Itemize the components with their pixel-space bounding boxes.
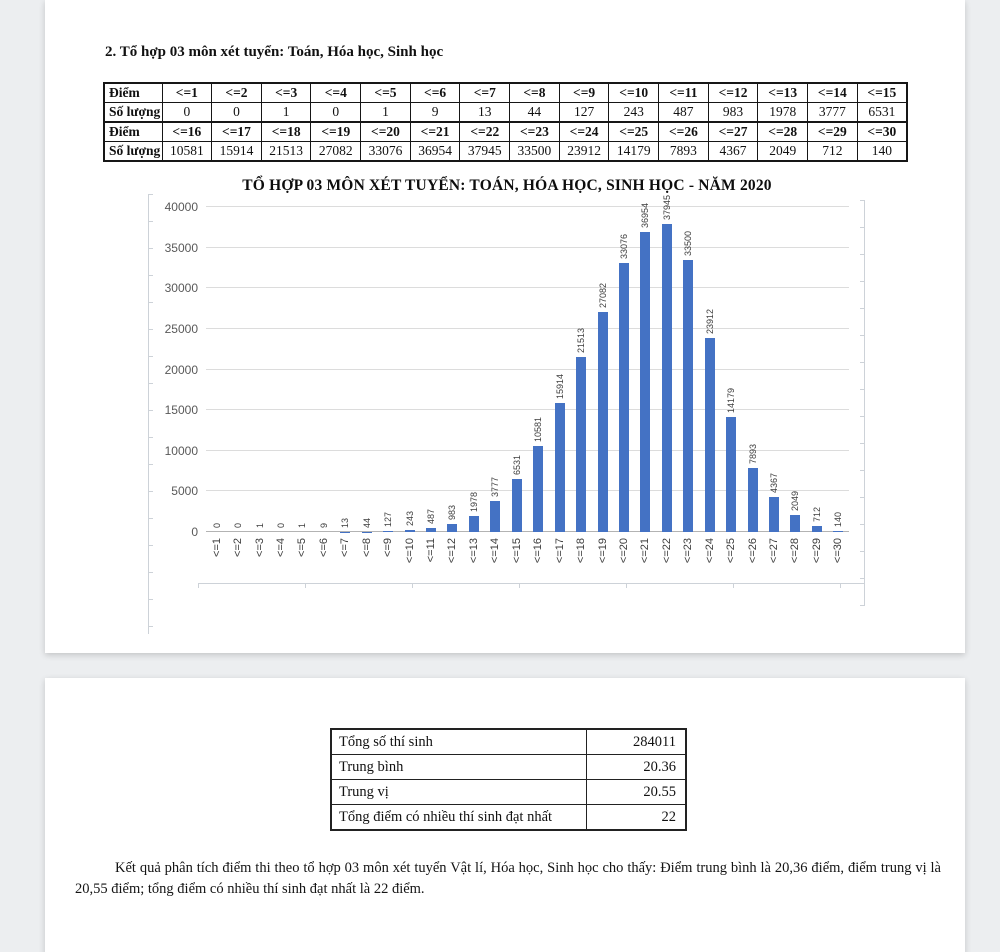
bar bbox=[576, 357, 586, 532]
score-distribution-chart bbox=[148, 170, 866, 644]
score-header-cell: <=19 bbox=[311, 122, 361, 142]
score-header-cell: <=17 bbox=[212, 122, 262, 142]
page-1 bbox=[45, 0, 965, 653]
bar-value-label: 487 bbox=[426, 509, 437, 525]
x-tick-label: <=12 bbox=[446, 538, 459, 564]
x-tick-label: <=15 bbox=[510, 538, 523, 564]
x-tick-label: <=29 bbox=[810, 538, 823, 564]
chart-plot-area bbox=[164, 194, 849, 564]
bar-value-label: 37945 bbox=[661, 194, 672, 220]
x-tick-label: <=9 bbox=[382, 538, 395, 557]
bar-value-label: 27082 bbox=[597, 282, 608, 308]
bar bbox=[833, 531, 843, 532]
x-tick-label: <=28 bbox=[789, 538, 802, 564]
score-header-cell: <=15 bbox=[857, 83, 907, 103]
x-tick-label: <=14 bbox=[489, 538, 502, 564]
bar bbox=[598, 312, 608, 532]
score-header-cell: <=10 bbox=[609, 83, 659, 103]
score-value-cell: 0 bbox=[311, 103, 361, 123]
bar bbox=[812, 526, 822, 532]
score-value-cell: 36954 bbox=[410, 142, 460, 162]
score-value-cell: 37945 bbox=[460, 142, 510, 162]
bar-value-label: 712 bbox=[811, 507, 822, 523]
bar-value-label: 36954 bbox=[640, 202, 651, 228]
score-value-cell: 6531 bbox=[857, 103, 907, 123]
score-value-cell: 23912 bbox=[559, 142, 609, 162]
score-value-cell: 13 bbox=[460, 103, 510, 123]
bar-value-label: 1 bbox=[297, 522, 308, 528]
score-value-cell: 1978 bbox=[758, 103, 808, 123]
x-tick-label: <=26 bbox=[746, 538, 759, 564]
score-value-cell: 44 bbox=[510, 103, 560, 123]
bar-value-label: 23912 bbox=[704, 308, 715, 334]
bar bbox=[662, 224, 672, 532]
x-tick-label: <=23 bbox=[682, 538, 695, 564]
page-2 bbox=[45, 678, 965, 952]
score-header-cell: <=24 bbox=[559, 122, 609, 142]
bar-value-label: 9 bbox=[318, 522, 329, 528]
bar-value-label: 33500 bbox=[683, 230, 694, 256]
summary-row bbox=[331, 729, 686, 755]
score-value-cell: 140 bbox=[857, 142, 907, 162]
x-tick-label: <=19 bbox=[596, 538, 609, 564]
bar-value-label: 1978 bbox=[468, 491, 479, 512]
gridline bbox=[206, 328, 849, 329]
summary-label: Tổng điểm có nhiều thí sinh đạt nhất bbox=[331, 805, 587, 831]
score-header-cell: <=8 bbox=[510, 83, 560, 103]
y-tick-label: 20000 bbox=[164, 362, 198, 377]
score-value-cell: 0 bbox=[212, 103, 262, 123]
score-header-cell: <=27 bbox=[708, 122, 758, 142]
score-header-cell: <=30 bbox=[857, 122, 907, 142]
bar bbox=[383, 531, 393, 532]
x-tick-label: <=20 bbox=[617, 538, 630, 564]
score-value-cell: 1 bbox=[261, 103, 311, 123]
score-header-cell: <=21 bbox=[410, 122, 460, 142]
bar bbox=[426, 528, 436, 532]
bar bbox=[512, 479, 522, 532]
score-value-cell: 27082 bbox=[311, 142, 361, 162]
summary-row bbox=[331, 780, 686, 805]
summary-label: Trung bình bbox=[331, 755, 587, 780]
bar-value-label: 21513 bbox=[576, 328, 587, 354]
score-header-cell: <=28 bbox=[758, 122, 808, 142]
bar-value-label: 2049 bbox=[790, 491, 801, 512]
bar-value-label: 3777 bbox=[490, 477, 501, 498]
summary-statistics-table bbox=[330, 728, 687, 831]
score-header-cell: <=1 bbox=[162, 83, 212, 103]
chart-right-edge-ticks bbox=[860, 200, 865, 606]
score-value-cell: 0 bbox=[162, 103, 212, 123]
score-header-cell: <=7 bbox=[460, 83, 510, 103]
score-value-cell: 15914 bbox=[212, 142, 262, 162]
score-value-cell: 9 bbox=[410, 103, 460, 123]
summary-row bbox=[331, 755, 686, 780]
bar-value-label: 44 bbox=[361, 517, 372, 528]
bar bbox=[705, 338, 715, 532]
x-tick-label: <=22 bbox=[660, 538, 673, 564]
bar-value-label: 0 bbox=[211, 522, 222, 528]
x-tick-label: <=21 bbox=[639, 538, 652, 564]
score-value-cell: 7893 bbox=[659, 142, 709, 162]
score-value-cell: 33076 bbox=[361, 142, 411, 162]
bar bbox=[790, 515, 800, 532]
y-tick-label: 30000 bbox=[164, 281, 198, 296]
analysis-paragraph: Kết quả phân tích điểm thi theo tổ hợp 03 môn xét tuyển Vật lí, Hóa học, Sinh học cho thấy: Điểm trung bình là 20,36 điểm, điểm trung vị là 20,55 điểm; tổng điểm có nhiều thí sinh đạt nhất là 22 điểm. bbox=[75, 860, 941, 897]
score-header-cell: <=2 bbox=[212, 83, 262, 103]
score-header-cell: <=9 bbox=[559, 83, 609, 103]
x-tick-label: <=1 bbox=[210, 538, 223, 557]
bar-value-label: 7893 bbox=[747, 443, 758, 464]
score-header-cell: <=14 bbox=[808, 83, 858, 103]
score-header-cell: <=12 bbox=[708, 83, 758, 103]
bar bbox=[490, 501, 500, 532]
x-tick-label: <=24 bbox=[703, 538, 716, 564]
bar-value-label: 983 bbox=[447, 504, 458, 521]
score-value-cell: 14179 bbox=[609, 142, 659, 162]
x-tick-label: <=4 bbox=[275, 538, 288, 557]
chart-bottom-edge-ticks bbox=[198, 583, 864, 588]
y-tick-label: 15000 bbox=[164, 403, 198, 418]
bar-value-label: 140 bbox=[833, 511, 844, 527]
score-value-cell: 3777 bbox=[808, 103, 858, 123]
x-tick-label: <=17 bbox=[553, 538, 566, 564]
bar bbox=[769, 497, 779, 532]
x-tick-label: <=2 bbox=[232, 538, 245, 557]
x-tick-label: <=27 bbox=[767, 538, 780, 564]
gridline bbox=[206, 409, 849, 410]
score-value-cell: 4367 bbox=[708, 142, 758, 162]
summary-row bbox=[331, 805, 686, 831]
gridline bbox=[206, 369, 849, 370]
bar bbox=[405, 530, 415, 532]
score-value-cell: 21513 bbox=[261, 142, 311, 162]
score-header-cell: <=25 bbox=[609, 122, 659, 142]
score-header-cell: <=16 bbox=[162, 122, 212, 142]
gridline bbox=[206, 247, 849, 248]
score-row-label: Số lượng bbox=[104, 142, 162, 162]
gridline bbox=[206, 287, 849, 288]
score-value-cell: 1 bbox=[361, 103, 411, 123]
score-header-cell: <=26 bbox=[659, 122, 709, 142]
score-header-cell: <=18 bbox=[261, 122, 311, 142]
score-row-label: Điểm bbox=[104, 122, 162, 142]
score-header-cell: <=29 bbox=[808, 122, 858, 142]
bar-value-label: 33076 bbox=[618, 234, 629, 260]
score-row-label: Điểm bbox=[104, 83, 162, 103]
summary-label: Trung vị bbox=[331, 780, 587, 805]
bar bbox=[619, 263, 629, 532]
bar-value-label: 1 bbox=[254, 522, 265, 528]
score-header-cell: <=5 bbox=[361, 83, 411, 103]
bar bbox=[640, 232, 650, 532]
x-tick-label: <=3 bbox=[253, 538, 266, 557]
x-tick-label: <=7 bbox=[339, 538, 352, 557]
y-tick-label: 5000 bbox=[171, 484, 198, 499]
x-tick-label: <=5 bbox=[296, 538, 309, 557]
score-header-cell: <=6 bbox=[410, 83, 460, 103]
bar-value-label: 243 bbox=[404, 511, 415, 527]
summary-label: Tổng số thí sinh bbox=[331, 729, 587, 755]
score-header-cell: <=22 bbox=[460, 122, 510, 142]
score-value-cell: 712 bbox=[808, 142, 858, 162]
x-tick-label: <=8 bbox=[360, 538, 373, 557]
summary-value: 22 bbox=[587, 805, 687, 831]
score-distribution-table bbox=[103, 82, 908, 162]
summary-value: 284011 bbox=[587, 729, 687, 755]
y-tick-label: 25000 bbox=[164, 321, 198, 336]
bar-value-label: 10581 bbox=[533, 417, 544, 443]
x-tick-label: <=11 bbox=[425, 538, 438, 563]
x-tick-label: <=25 bbox=[725, 538, 738, 564]
gridline bbox=[206, 206, 849, 207]
bar-value-label: 4367 bbox=[768, 472, 779, 493]
bar-value-label: 14179 bbox=[726, 387, 737, 413]
score-header-cell: <=11 bbox=[659, 83, 709, 103]
bar-value-label: 6531 bbox=[511, 454, 522, 475]
score-header-cell: <=23 bbox=[510, 122, 560, 142]
bar bbox=[533, 446, 543, 532]
summary-value: 20.36 bbox=[587, 755, 687, 780]
bar-value-label: 0 bbox=[276, 522, 287, 528]
score-header-cell: <=3 bbox=[261, 83, 311, 103]
x-tick-label: <=18 bbox=[575, 538, 588, 564]
x-tick-label: <=13 bbox=[467, 538, 480, 564]
score-value-cell: 33500 bbox=[510, 142, 560, 162]
bar bbox=[748, 468, 758, 532]
bar bbox=[555, 403, 565, 532]
score-header-cell: <=20 bbox=[361, 122, 411, 142]
chart-title: TỔ HỢP 03 MÔN XÉT TUYỂN: TOÁN, HÓA HỌC, SINH HỌC - NĂM 2020 bbox=[242, 177, 772, 194]
summary-value: 20.55 bbox=[587, 780, 687, 805]
x-tick-label: <=30 bbox=[832, 538, 845, 564]
score-header-cell: <=4 bbox=[311, 83, 361, 103]
x-tick-label: <=16 bbox=[532, 538, 545, 564]
bar-value-label: 0 bbox=[233, 522, 244, 528]
bar-value-label: 127 bbox=[383, 511, 394, 527]
bar bbox=[469, 516, 479, 532]
score-value-cell: 487 bbox=[659, 103, 709, 123]
bar bbox=[683, 260, 693, 532]
score-value-cell: 10581 bbox=[162, 142, 212, 162]
score-value-cell: 243 bbox=[609, 103, 659, 123]
bar bbox=[447, 524, 457, 532]
section-heading: 2. Tổ hợp 03 môn xét tuyển: Toán, Hóa học, Sinh học bbox=[105, 44, 444, 60]
bar-value-label: 15914 bbox=[554, 373, 565, 399]
bar-value-label: 13 bbox=[340, 517, 351, 528]
score-value-cell: 983 bbox=[708, 103, 758, 123]
bar bbox=[726, 417, 736, 532]
score-header-cell: <=13 bbox=[758, 83, 808, 103]
score-value-cell: 2049 bbox=[758, 142, 808, 162]
y-tick-label: 35000 bbox=[164, 240, 198, 255]
score-value-cell: 127 bbox=[559, 103, 609, 123]
score-row-label: Số lượng bbox=[104, 103, 162, 123]
y-tick-label: 0 bbox=[191, 525, 198, 539]
x-tick-label: <=6 bbox=[317, 538, 330, 557]
y-tick-label: 40000 bbox=[164, 200, 198, 214]
x-tick-label: <=10 bbox=[403, 538, 416, 564]
y-tick-label: 10000 bbox=[164, 443, 198, 458]
